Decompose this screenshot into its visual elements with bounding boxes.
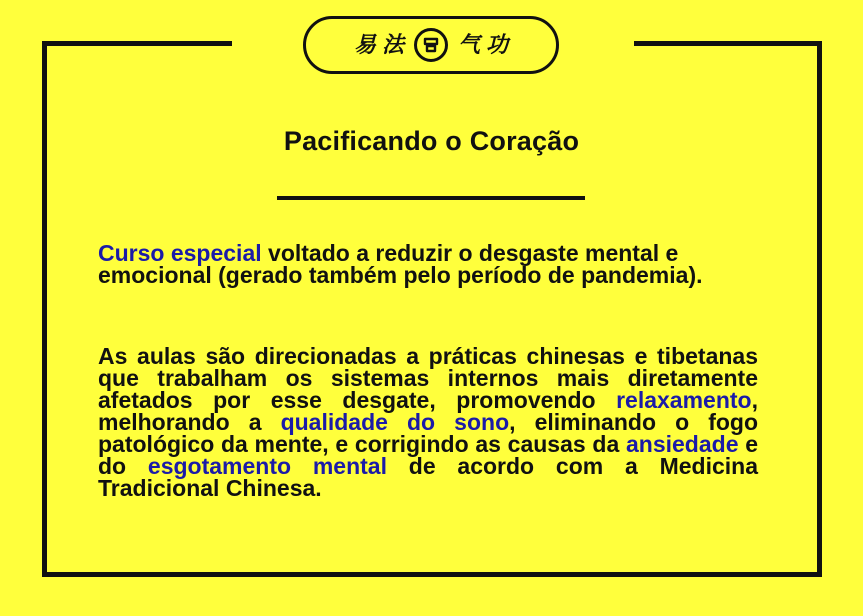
highlight-curso-especial: Curso especial	[98, 240, 262, 266]
logo-char-4: 功	[486, 32, 509, 58]
logo	[303, 16, 559, 74]
frame-bottom-border	[42, 572, 822, 577]
intro-text: voltado a reduzir o desgaste mental e emocional (gerado também pelo período de pandemia).	[98, 240, 703, 288]
description-text-4: e do	[98, 431, 758, 479]
highlight-ansiedade: ansiedade	[625, 431, 739, 457]
page-title: Pacificando o Coração	[283, 126, 580, 156]
description-text-1: As aulas são direcionadas a práticas chinesas e tibetanas que trabalham os sistemas internos mais diretamente afetados por esse desgate, promovendo	[98, 343, 758, 413]
description-text-5: de acordo com a Medicina Tradicional Chinesa.	[98, 453, 759, 501]
description-text-3: , eliminando o fogo patológico da mente, e corrigindo as causas da	[98, 409, 758, 457]
frame-left-border	[42, 41, 47, 577]
highlight-esgotamento-mental: esgotamento mental	[147, 453, 387, 479]
title-divider	[277, 196, 585, 200]
intro-paragraph	[98, 242, 798, 286]
frame-right-border	[817, 41, 822, 577]
logo-char-1: 易	[353, 32, 376, 58]
highlight-relaxamento: relaxamento	[616, 387, 752, 413]
logo-char-2: 法	[381, 32, 404, 58]
frame-top-left-border	[42, 41, 232, 46]
seal-glyph-icon	[421, 35, 441, 55]
logo-seal-icon	[414, 28, 448, 62]
highlight-qualidade-do-sono: qualidade do sono	[280, 409, 510, 435]
description-paragraph	[98, 345, 758, 499]
frame-top-right-border	[634, 41, 822, 46]
description-text-2: , melhorando a	[98, 387, 758, 435]
logo-char-3: 气	[458, 32, 481, 58]
